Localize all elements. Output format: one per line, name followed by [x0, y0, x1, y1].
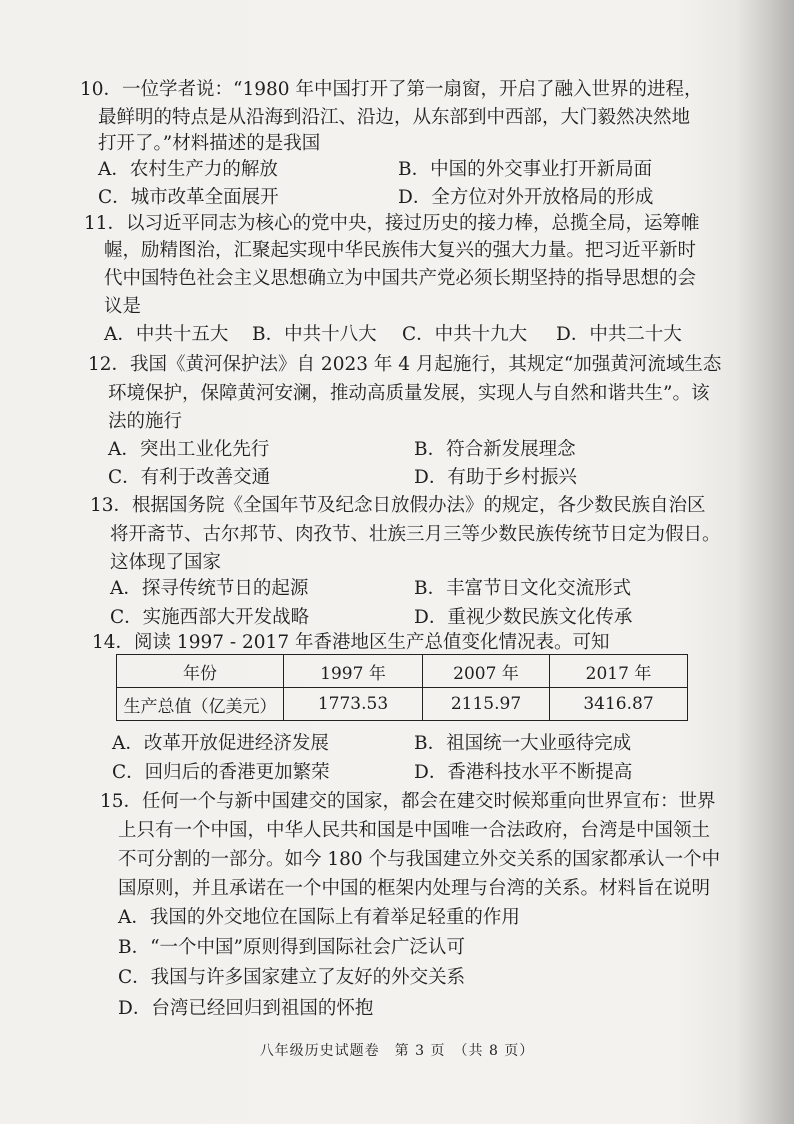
table-header-row [117, 655, 688, 688]
q15-option-b: B．“一个中国”原则得到国际社会广泛认可 [118, 937, 466, 958]
q10-option-b: B．中国的外交事业打开新局面 [398, 159, 653, 180]
q15-option-c: C．我国与许多国家建立了友好的外交关系 [118, 967, 466, 988]
q13-option-a: A．探寻传统节日的起源 [110, 578, 309, 599]
q12-option-a: A．突出工业化先行 [108, 439, 270, 460]
table-cell: 2115.97 [423, 688, 550, 721]
q14-option-b: B．祖国统一大业亟待完成 [414, 733, 632, 754]
q12-option-b: B．符合新发展理念 [414, 439, 576, 460]
q14-stem: 14．阅读 1997 - 2017 年香港地区生产总值变化情况表。可知 [92, 632, 610, 653]
q12-option-c: C．有利于改善交通 [108, 467, 271, 488]
q11-option-d: D．中共二十大 [556, 324, 682, 345]
q12-stem-line-3: 法的施行 [108, 411, 183, 432]
q11-stem-line-2: 幄，励精图治，汇聚起实现中华民族伟大复兴的强大力量。把习近平新时 [104, 240, 697, 261]
q13-stem-line-2: 将开斋节、古尔邦节、肉孜节、壮族三月三等少数民族传统节日定为假日。 [110, 524, 721, 545]
q13-option-b: B．丰富节日文化交流形式 [414, 578, 632, 599]
q10-option-a: A．农村生产力的解放 [98, 159, 278, 180]
q11-stem-line-3: 代中国特色社会主义思想确立为中国共产党必须长期坚持的指导思想的会 [104, 268, 697, 289]
q15-stem-line-3: 不可分割的一部分。如今 180 个与我国建立外交关系的国家都承认一个中 [118, 849, 721, 870]
q10-stem-line-1: 10．一位学者说：“1980 年中国打开了第一扇窗，开启了融入世界的进程， [80, 79, 703, 100]
q13-option-c: C．实施西部大开发战略 [110, 607, 310, 628]
q15-stem-line-4: 国原则，并且承诺在一个中国的框架内处理与台湾的关系。材料旨在说明 [118, 878, 711, 899]
q11-stem-line-1: 11．以习近平同志为核心的党中央，接过历史的接力棒，总揽全局，运筹帷 [84, 213, 700, 234]
q13-option-d: D．重视少数民族文化传承 [414, 607, 633, 628]
q15-stem-line-2: 上只有一个中国，中华人民共和国是中国唯一合法政府，台湾是中国领土 [118, 820, 711, 841]
page-edge-shadow [736, 0, 794, 1124]
q13-stem-line-1: 13．根据国务院《全国年节及纪念日放假办法》的规定，各少数民族自治区 [90, 495, 706, 516]
q11-stem-line-4: 议是 [104, 296, 142, 317]
q12-option-d: D．有助于乡村振兴 [414, 467, 577, 488]
table-cell: 生产总值（亿美元） [117, 688, 284, 721]
gdp-table [116, 654, 688, 721]
table-header-cell: 年份 [117, 655, 284, 688]
q10-option-d: D．全方位对外开放格局的形成 [398, 187, 654, 208]
q10-option-c: C．城市改革全面展开 [98, 187, 279, 208]
q10-stem-line-3: 打开了。”材料描述的是我国 [98, 133, 321, 154]
q12-stem-line-1: 12．我国《黄河保护法》自 2023 年 4 月起施行，其规定“加强黄河流域生态 [88, 354, 722, 375]
q11-option-c: C．中共十九大 [402, 324, 528, 345]
q11-option-b: B．中共十八大 [252, 324, 377, 345]
table-header-cell: 2007 年 [423, 655, 550, 688]
table-cell: 3416.87 [550, 688, 688, 721]
q10-stem-line-2: 最鲜明的特点是从沿海到沿江、沿边，从东部到中西部，大门毅然决然地 [98, 107, 691, 128]
table-header-cell: 2017 年 [550, 655, 688, 688]
q14-option-c: C．回归后的香港更加繁荣 [112, 762, 330, 783]
table-cell: 1773.53 [284, 688, 423, 721]
table-header-cell: 1997 年 [284, 655, 423, 688]
table-row [117, 688, 688, 721]
q15-option-d: D．台湾已经回归到祖国的怀抱 [118, 998, 374, 1019]
q15-option-a: A．我国的外交地位在国际上有着举足轻重的作用 [118, 907, 520, 928]
q13-stem-line-3: 这体现了国家 [110, 552, 222, 573]
page-footer: 八年级历史试题卷 第 3 页 （共 8 页） [259, 1043, 535, 1059]
q15-stem-line-1: 15．任何一个与新中国建交的国家，都会在建交时候郑重向世界宣布：世界 [100, 791, 716, 812]
q14-option-a: A．改革开放促进经济发展 [112, 733, 329, 754]
q12-stem-line-2: 环境保护，保障黄河安澜，推动高质量发展，实现人与自然和谐共生”。该 [108, 383, 710, 404]
q14-option-d: D．香港科技水平不断提高 [414, 762, 633, 783]
q11-option-a: A．中共十五大 [104, 324, 229, 345]
